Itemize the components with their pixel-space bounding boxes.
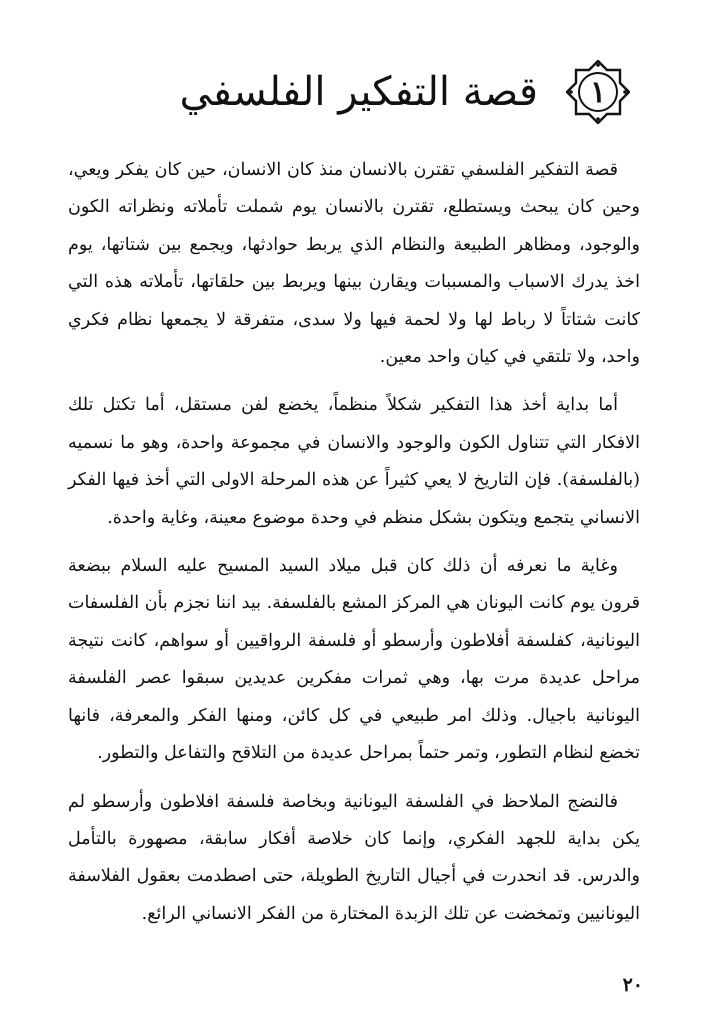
paragraph: وغاية ما نعرفه أن ذلك كان قبل ميلاد السيد المسيح عليه السلام ببضعة قرون يوم كانت اليونان هي المركز المشع بالفلسفة. بيد اننا نجزم بأن الفلسفات اليونانية، كفلسفة أفلاطون وأرسطو أو فلسفة الرواقيين أو سواهم، كانت نتيجة مراحل عديدة مرت بها، وهي ثمرات مفكرين عديدين سبقوا عصر الفلسفة اليونانية باجيال. وذلك امر طبيعي في كل كائن، ومنها الفكر والمعرفة، فانها تخضع لنظام التطور، وتمر حتماً بمراحل عديدة من التلاقح والتفاعل والتطور. bbox=[68, 556, 640, 764]
paragraph: أما بداية أخذ هذا التفكير شكلاً منظماً، يخضع لفن مستقل، أما تكتل تلك الافكار التي تتناول الكون والوجود والانسان في مجموعة واحدة، وهو ما نسميه (بالفلسفة). فإن التاريخ لا يعي كثيراً عن هذه المرحلة الاولى التي أخذ فيها الفكر الانساني يتجمع ويتكون بشكل منظم في وحدة موضوع معينة، وغاية واحدة. bbox=[68, 395, 640, 528]
chapter-title: قصة التفكير الفلسفي bbox=[179, 69, 538, 115]
body-text bbox=[68, 152, 640, 944]
page-number: ٢٠ bbox=[622, 974, 643, 996]
paragraph: فالنضج الملاحظ في الفلسفة اليونانية وبخاصة فلسفة افلاطون وأرسطو لم يكن بداية للجهد الفكري، وإنما كان خلاصة أفكار سابقة، مصهورة بالتأمل والدرس. قد انحدرت في أجيال التاريخ الطويلة، حتى اصطدمت بعقول الفلاسفة اليونانيين وتمخضت عن تلك الزبدة المختارة من الفكر الانساني الرائع. bbox=[68, 791, 640, 924]
chapter-number-badge bbox=[566, 60, 630, 124]
paragraph: قصة التفكير الفلسفي تقترن بالانسان منذ كان الانسان، حين كان يفكر ويعي، وحين كان يبحث ويستطلع، تقترن بالانسان يوم شملت تأملاته ونظراته الكون والوجود، ومظاهر الطبيعة والنظام الذي يربط حوادثها، ويجمع بين شتاتها، يوم اخذ يدرك الاسباب والمسببات ويقارن بينها ويربط بين حلقاتها، تأملاته هذه التي كانت شتاتاً لا رباط لها ولا لحمة فيها ولا سدى، متفرقة لا يجمعها نظام فكري واحد، ولا تلتقي في كيان واحد معين. bbox=[68, 160, 640, 368]
chapter-number: ١ bbox=[589, 74, 607, 110]
chapter-header bbox=[150, 52, 630, 132]
